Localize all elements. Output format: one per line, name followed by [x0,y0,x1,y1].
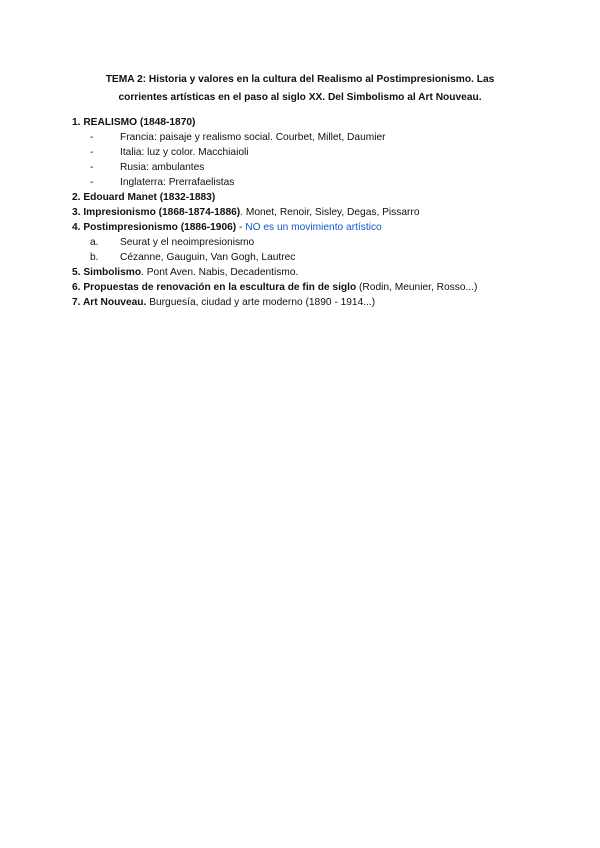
section-detail: . Pont Aven. Nabis, Decadentismo. [141,267,299,278]
section-note: NO es un movimiento artístico [245,222,382,233]
list-item-text: Cézanne, Gauguin, Van Gogh, Lautrec [120,252,296,263]
title-line-2: corrientes artísticas en el paso al siglo XX. Del Simbolismo al Art Nouveau. [118,92,482,103]
list-marker: a. [90,237,99,248]
list-marker: b. [90,252,99,263]
section-postimpresionismo [72,220,542,235]
section-detail: . Monet, Renoir, Sisley, Degas, Pissarro [240,207,420,218]
list-item-text: Seurat y el neoimpresionismo [120,237,255,248]
list-item [72,250,542,265]
topic-outline [72,115,542,310]
list-item [72,235,542,250]
list-item-text: Italia: luz y color. Macchiaioli [120,147,249,158]
section-separator: - [236,222,246,233]
section-impresionismo [72,205,542,220]
bullet-dash: - [90,147,94,158]
section-heading: 4. Postimpresionismo (1886-1906) [72,222,237,233]
list-item [72,145,542,160]
section-manet [72,190,542,205]
list-item [72,160,542,175]
section-detail: Burguesía, ciudad y arte moderno (1890 - 1914...) [146,297,376,308]
page-title [60,71,540,107]
section-realismo [72,115,542,130]
section-heading: 1. REALISMO (1848-1870) [72,117,196,128]
section-heading: 2. Edouard Manet (1832-1883) [72,192,216,203]
list-item [72,175,542,190]
section-heading: 6. Propuestas de renovación en la escultura de fin de siglo [72,282,357,293]
section-heading: 3. Impresionismo (1868-1874-1886) [72,207,241,218]
section-heading: 7. Art Nouveau. [72,297,147,308]
list-item-text: Rusia: ambulantes [120,162,205,173]
bullet-dash: - [90,132,94,143]
list-item [72,130,542,145]
list-item-text: Inglaterra: Prerrafaelistas [120,177,235,188]
section-art-nouveau [72,295,542,310]
bullet-dash: - [90,162,94,173]
section-escultura [72,280,542,295]
section-detail: (Rodin, Meunier, Rosso...) [356,282,478,293]
section-heading: 5. Simbolismo [72,267,142,278]
title-line-1: TEMA 2: Historia y valores en la cultura del Realismo al Postimpresionismo. Las [105,74,495,85]
section-simbolismo [72,265,542,280]
list-item-text: Francia: paisaje y realismo social. Courbet, Millet, Daumier [120,132,386,143]
bullet-dash: - [90,177,94,188]
